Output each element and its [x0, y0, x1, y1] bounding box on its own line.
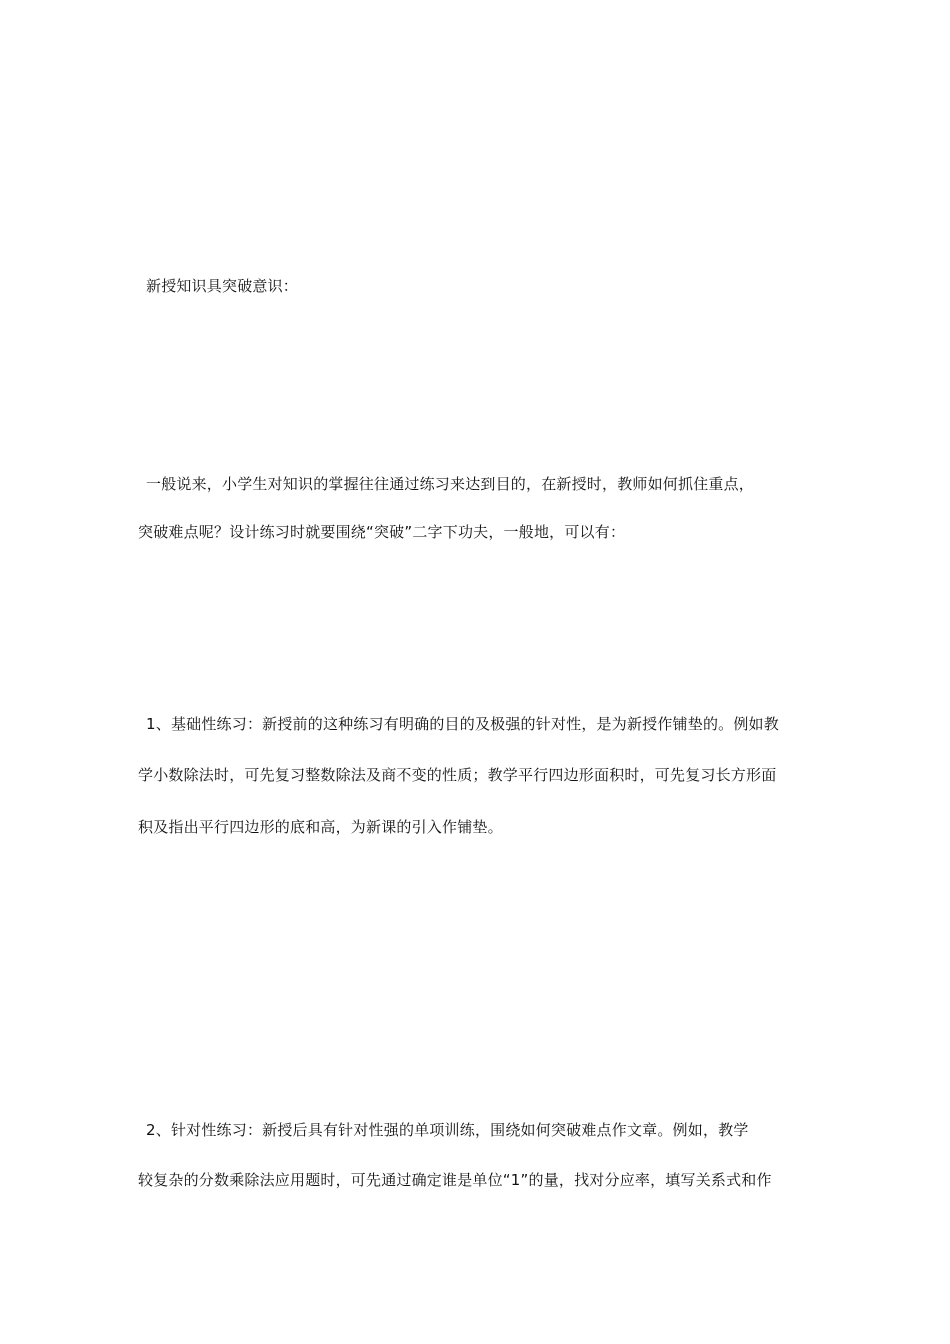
paragraph-2-line-1: 1、基础性练习：新授前的这种练习有明确的目的及极强的针对性，是为新授作铺垫的。例如教 — [146, 715, 779, 733]
paragraph-3-line-2: 较复杂的分数乘除法应用题时，可先通过确定谁是单位“1”的量，找对分应率，填写关系式和作 — [138, 1171, 772, 1189]
paragraph-2-line-2: 学小数除法时，可先复习整数除法及商不变的性质；教学平行四边形面积时，可先复习长方形面 — [138, 766, 777, 784]
paragraph-1-line-2: 突破难点呢？设计练习时就要围绕“突破”二字下功夫，一般地，可以有： — [138, 523, 626, 541]
paragraph-3-line-1: 2、针对性练习：新授后具有针对性强的单项训练，围绕如何突破难点作文章。例如，教学 — [146, 1121, 749, 1139]
paragraph-1-line-1: 一般说来，小学生对知识的掌握往往通过练习来达到目的，在新授时，教师如何抓住重点， — [146, 475, 755, 493]
section-heading: 新授知识具突破意识： — [146, 277, 299, 295]
paragraph-2-line-3: 积及指出平行四边形的底和高，为新课的引入作铺垫。 — [138, 818, 503, 836]
